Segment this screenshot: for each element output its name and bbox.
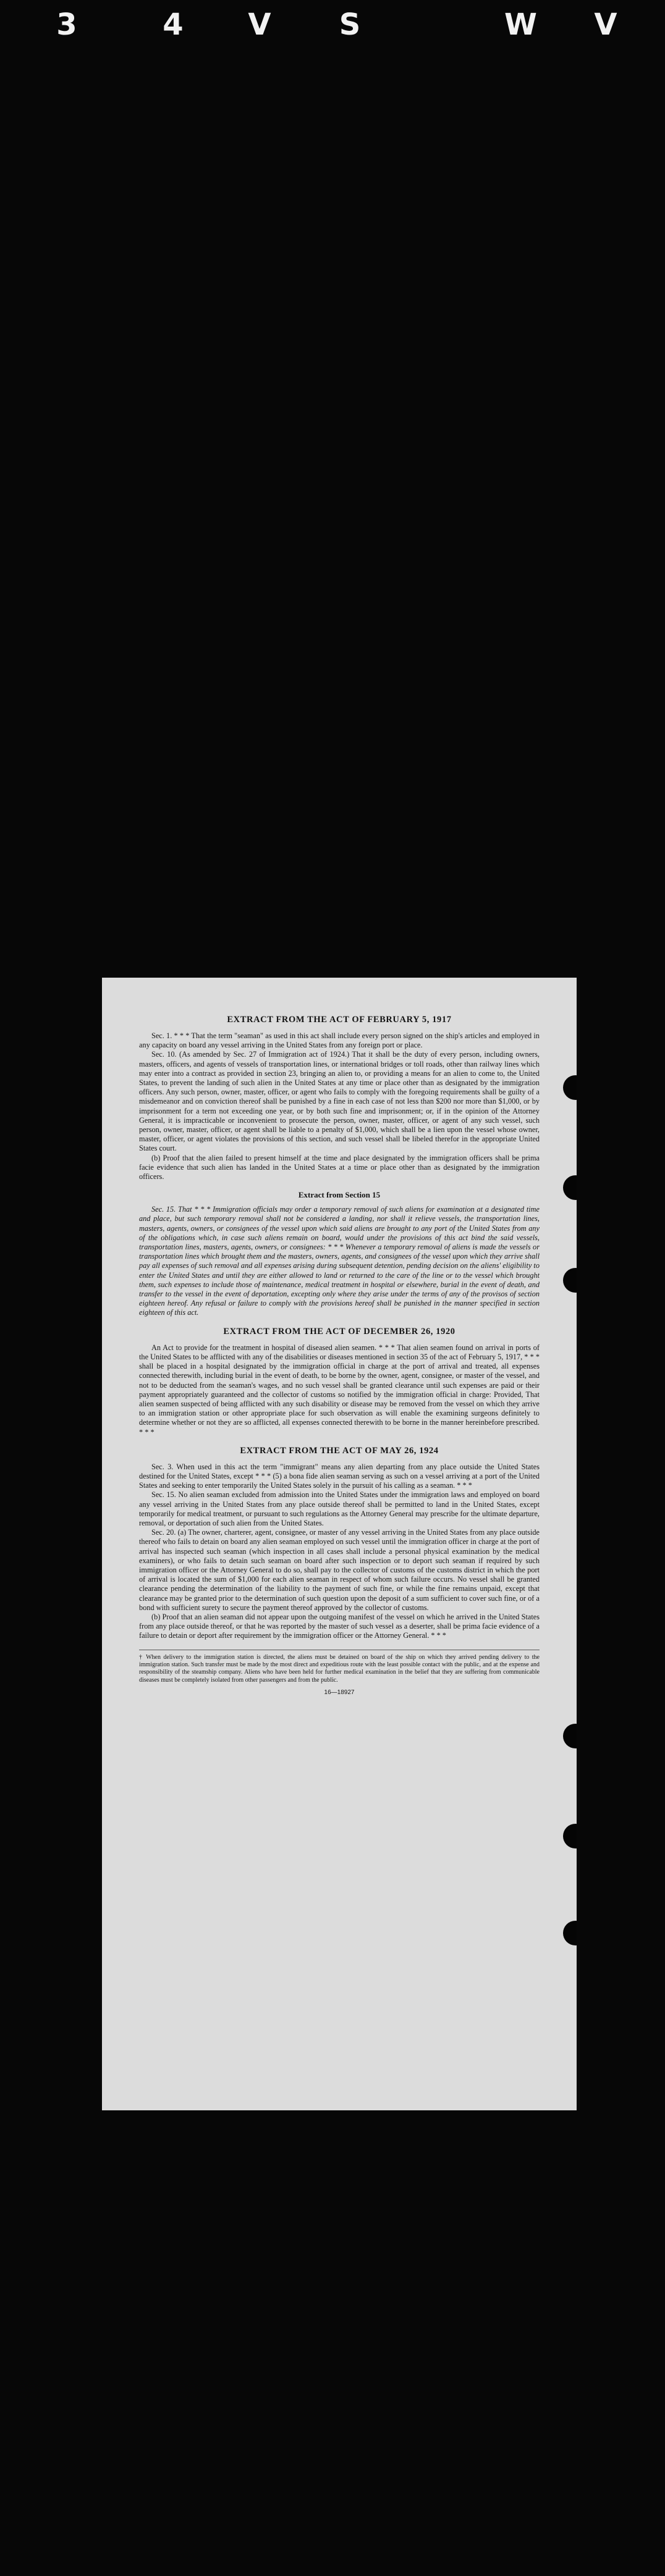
punch-hole xyxy=(563,1175,577,1200)
film-frame-marks xyxy=(0,0,665,56)
section-act-1920 xyxy=(139,1327,540,1437)
punch-hole xyxy=(563,1921,577,1945)
frame-mark: V xyxy=(248,7,271,42)
frame-mark: V xyxy=(594,7,617,42)
section-paragraph: Sec. 1. * * * That the term "seaman" as used in this act shall include every person signed on the ship's articles and employed in any capacity on board any vessel arriving in the United States from any foreign port or place. xyxy=(139,1031,540,1050)
frame-mark: W xyxy=(504,7,537,42)
frame-mark: S xyxy=(339,7,361,42)
document-number: 16—18927 xyxy=(324,1689,355,1697)
section-extract-15 xyxy=(139,1190,540,1317)
section-act-1924 xyxy=(139,1446,540,1641)
footnote xyxy=(139,1650,540,1685)
section-paragraph: Sec. 20. (a) The owner, charterer, agent, consignee, or master of any vessel arriving in the United States from any place outside thereof who fails to detain on board any alien seaman employed on such vessel until the immigration officer in charge at the port of arrival has inspected such seaman (which inspection in all cases shall include a personal physical examination by the medical examiners), or who fails to detain such seaman on board after such inspection or to deport such seaman if required by such immigration officer or the Attorney General to do so, shall pay to the collector of customs of the customs district in which the port of arrival is located the sum of $1,000 for each alien seaman in respect of whom such failure occurs. No vessel shall be granted clearance pending the determination of the liability to the payment of such fine, or while the fine remains unpaid, except that clearance may be granted prior to the determination of such question upon the deposit of a sum sufficient to cover such fine, or of a bond with sufficient surety to secure the payment thereof approved by the collector of customs. xyxy=(139,1528,540,1612)
section-act-1917 xyxy=(139,1015,540,1181)
section-paragraph: (b) Proof that an alien seaman did not appear upon the outgoing manifest of the vessel on which he arrived in the United States from any place outside thereof, or that he was reported by the master of such vessel as a deserter, shall be prima facie evidence of a failure to detain or deport after requirement by the immigration officer or the Attorney General. * * * xyxy=(139,1612,540,1640)
section-heading: EXTRACT FROM THE ACT OF MAY 26, 1924 xyxy=(240,1445,439,1456)
punch-hole xyxy=(563,1268,577,1293)
document-page xyxy=(102,978,577,2110)
section-paragraph: Sec. 10. (As amended by Sec. 27 of Immigration act of 1924.) That it shall be the duty of every person, including owners, masters, officers, and agents of vessels of transportation lines, or international bridges or toll roads, other than railway lines which may enter into a contract as provided in section 23, bringing an alien to, or providing a means for an alien to come to, the United States, to prevent the landing of such alien in the United States at any time or place other than as designated by the immigration officers. Any such person, owner, master, officer, or agent who fails to comply with the foregoing requirements shall be guilty of a misdemeanor and on conviction thereof shall be punished by a fine in each case of not less than $200 nor more than $1,000, or by imprisonment for a term not exceeding one year, or by both such fine and imprisonment; or, if in the opinion of the Attorney General, it is impracticable or inconvenient to prosecute the person, owner, master, officer, or agent of any such vessel, such person, owner, master, officer, or agent shall be liable to a penalty of $1,000, which shall be a lien upon the vessel whose owner, master, officer, or agent violates the provisions of this section, and such vessel shall be libeled therefor in the appropriate United States court. xyxy=(139,1050,540,1153)
section-paragraph: Sec. 15. That * * * Immigration officials may order a temporary removal of such aliens for examination at a designated time and place, but such temporary removal shall not be considered a landing, nor shall it relieve vessels, the transportation lines, masters, agents, owners, or consignees of the vessel upon which said aliens are brought to any port of the United States from any of the obligations which, in case such aliens remain on board, would under the provisions of this act bind the said vessels, transportation lines, masters, agents, owners, or consignees: * * * Whenever a temporary removal of aliens is made the vessels or transportation lines which brought them and the masters, owners, agents, and consignees of the vessel upon which they arrive shall pay all expenses of such removal and all expenses arising during subsequent detention, pending decision on the aliens' eligibility to enter the United States and until they are either allowed to land or returned to the care of the line or to the vessel which brought them, such expenses to include those of maintenance, medical treatment in hospital or elsewhere, burial in the event of death, and transfer to the vessel in the event of deportation, excepting only where they arise under the terms of any of the provisos of section eighteen hereof. Any refusal or failure to comply with the provisions hereof shall be punished in the manner specified in section eighteen of this act. xyxy=(139,1205,540,1317)
section-heading: Extract from Section 15 xyxy=(298,1190,381,1200)
section-heading: EXTRACT FROM THE ACT OF FEBRUARY 5, 1917 xyxy=(227,1015,452,1025)
section-paragraph: (b) Proof that the alien failed to present himself at the time and place designated by the immigration officers shall be prima facie evidence that such alien has landed in the United States at a time or place other than as designated by the immigration officers. xyxy=(139,1153,540,1181)
frame-mark: 3 xyxy=(56,7,77,42)
section-paragraph: Sec. 3. When used in this act the term "immigrant" means any alien departing from any place outside the United States destined for the United States, except * * * (5) a bona fide alien seaman serving as such on a vessel arriving at a port of the United States and seeking to enter temporarily the United States solely in the pursuit of his calling as a seaman. * * * xyxy=(139,1462,540,1490)
frame-mark: 4 xyxy=(163,7,184,42)
section-heading: EXTRACT FROM THE ACT OF DECEMBER 26, 1920 xyxy=(223,1326,455,1336)
footnote-text: † When delivery to the immigration station is directed, the aliens must be detained on board of the ship on which they arrived pending delivery to the immigration station. Such transfer must be made by the most direct and expeditious route with the least possible contact with the public, and at the expense and responsibility of the steamship company. Aliens who have been held for further medical examination in the belief that they are suffering from communicable diseases must be completely isolated from other passengers and from the public. xyxy=(139,1653,540,1684)
section-paragraph: Sec. 15. No alien seaman excluded from admission into the United States under the immigration laws and employed on board any vessel arriving in the United States from any place outside thereof shall be permitted to land in the United States, except temporarily for medical treatment, or pursuant to such regulations as the Attorney General may prescribe for the ultimate departure, removal, or deportation of such alien from the United States. xyxy=(139,1490,540,1527)
punch-hole xyxy=(563,1824,577,1848)
section-paragraph: An Act to provide for the treatment in hospital of diseased alien seamen. * * * That alien seamen found on arrival in ports of the United States to be afflicted with any of the disabilities or diseases mentioned in section 35 of the act of February 5, 1917, * * * shall be placed in a hospital designated by the immigration official in charge at the port of arrival and treated, all expenses connected therewith, including burial in the event of death, to be borne by the owner, agent, consignee, or master of the vessel, and not to be deducted from the seaman's wages, and no such vessel shall be granted clearance until such expenses are paid or their payment appropriately guaranteed and the collector of customs so notified by the immigration official in charge: Provided, That alien seamen suspected of being afflicted with any such disability or disease may be removed from the vessel on which they arrive to an immigration station or other appropriate place for such observation as will enable the examining surgeons definitely to determine whether or not they are so afflicted, all expenses connected therewith to be borne in the manner hereinbefore prescribed. * * * xyxy=(139,1343,540,1437)
punch-hole xyxy=(563,1075,577,1100)
punch-hole xyxy=(563,1724,577,1748)
